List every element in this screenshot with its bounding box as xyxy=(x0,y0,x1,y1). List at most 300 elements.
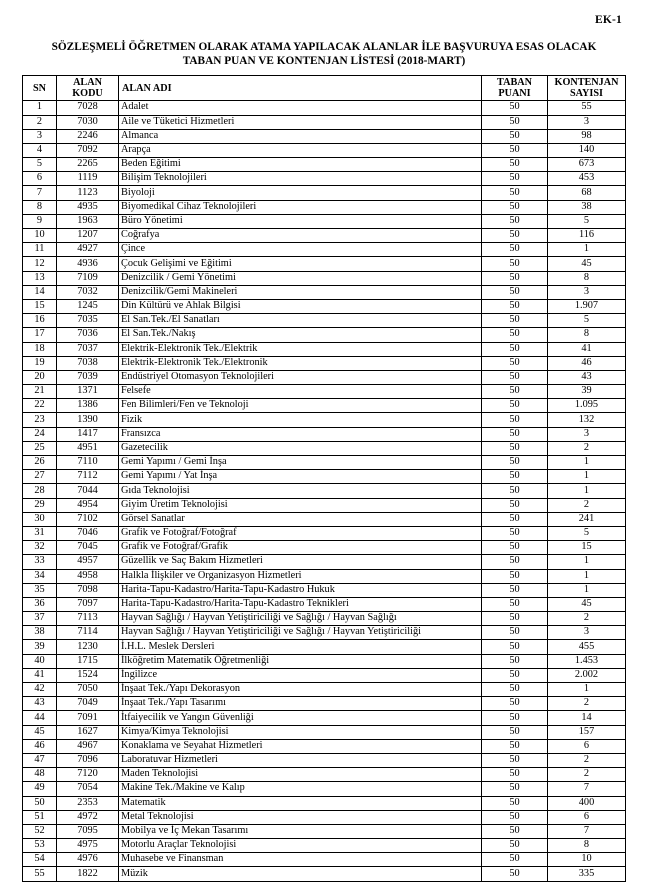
cell-sn: 26 xyxy=(23,456,57,470)
cell-taban-puani: 50 xyxy=(482,597,548,611)
cell-kontenjan: 1 xyxy=(548,583,626,597)
cell-alan-kodu: 4958 xyxy=(57,569,119,583)
cell-alan-kodu: 7039 xyxy=(57,370,119,384)
table-row xyxy=(23,498,626,512)
cell-kontenjan: 46 xyxy=(548,356,626,370)
cell-sn: 1 xyxy=(23,101,57,115)
cell-kontenjan: 673 xyxy=(548,158,626,172)
cell-kontenjan: 2 xyxy=(548,441,626,455)
cell-taban-puani: 50 xyxy=(482,399,548,413)
cell-alan-kodu: 1371 xyxy=(57,385,119,399)
cell-alan-adi: Biyomedikal Cihaz Teknolojileri xyxy=(119,200,482,214)
cell-sn: 34 xyxy=(23,569,57,583)
cell-alan-kodu: 1417 xyxy=(57,427,119,441)
cell-sn: 20 xyxy=(23,370,57,384)
column-header-kontenjan-line1: KONTENJAN xyxy=(554,76,619,88)
table-row xyxy=(23,257,626,271)
cell-alan-adi: Çince xyxy=(119,243,482,257)
cell-sn: 39 xyxy=(23,640,57,654)
table-row xyxy=(23,356,626,370)
table-row xyxy=(23,810,626,824)
cell-alan-kodu: 7038 xyxy=(57,356,119,370)
cell-alan-kodu: 4975 xyxy=(57,839,119,853)
cell-alan-adi: İnşaat Tek./Yapı Tasarımı xyxy=(119,697,482,711)
cell-kontenjan: 2 xyxy=(548,697,626,711)
cell-taban-puani: 50 xyxy=(482,257,548,271)
table-row xyxy=(23,583,626,597)
cell-alan-adi: Harita-Tapu-Kadastro/Harita-Tapu-Kadastro Teknikleri xyxy=(119,597,482,611)
cell-alan-adi: Biyoloji xyxy=(119,186,482,200)
cell-alan-adi: Halkla İlişkiler ve Organizasyon Hizmetleri xyxy=(119,569,482,583)
cell-alan-kodu: 4972 xyxy=(57,810,119,824)
cell-kontenjan: 3 xyxy=(548,626,626,640)
cell-sn: 31 xyxy=(23,526,57,540)
cell-taban-puani: 50 xyxy=(482,753,548,767)
column-header-taban-puani xyxy=(482,75,548,100)
cell-sn: 44 xyxy=(23,711,57,725)
cell-sn: 29 xyxy=(23,498,57,512)
cell-kontenjan: 3 xyxy=(548,427,626,441)
table-row xyxy=(23,243,626,257)
cell-taban-puani: 50 xyxy=(482,427,548,441)
table-row xyxy=(23,541,626,555)
cell-alan-adi: Giyim Üretim Teknolojisi xyxy=(119,498,482,512)
table-row xyxy=(23,739,626,753)
cell-alan-adi: Aile ve Tüketici Hizmetleri xyxy=(119,115,482,129)
cell-alan-adi: Arapça xyxy=(119,143,482,157)
cell-sn: 50 xyxy=(23,796,57,810)
cell-alan-kodu: 7092 xyxy=(57,143,119,157)
cell-alan-kodu: 1245 xyxy=(57,299,119,313)
table-row xyxy=(23,314,626,328)
cell-taban-puani: 50 xyxy=(482,456,548,470)
cell-sn: 47 xyxy=(23,753,57,767)
cell-alan-kodu: 7037 xyxy=(57,342,119,356)
cell-sn: 52 xyxy=(23,824,57,838)
cell-sn: 45 xyxy=(23,725,57,739)
table-row xyxy=(23,385,626,399)
cell-alan-kodu: 1963 xyxy=(57,214,119,228)
cell-alan-kodu: 1119 xyxy=(57,172,119,186)
cell-taban-puani: 50 xyxy=(482,356,548,370)
cell-alan-kodu: 7113 xyxy=(57,612,119,626)
cell-taban-puani: 50 xyxy=(482,725,548,739)
cell-taban-puani: 50 xyxy=(482,555,548,569)
cell-sn: 30 xyxy=(23,512,57,526)
cell-taban-puani: 50 xyxy=(482,200,548,214)
cell-sn: 37 xyxy=(23,612,57,626)
cell-sn: 28 xyxy=(23,484,57,498)
cell-alan-kodu: 7110 xyxy=(57,456,119,470)
cell-alan-adi: Beden Eğitimi xyxy=(119,158,482,172)
cell-alan-adi: Fizik xyxy=(119,413,482,427)
table-row xyxy=(23,711,626,725)
cell-taban-puani: 50 xyxy=(482,314,548,328)
cell-alan-kodu: 7032 xyxy=(57,285,119,299)
table-row xyxy=(23,115,626,129)
cell-kontenjan: 1 xyxy=(548,470,626,484)
table-row xyxy=(23,768,626,782)
column-header-alan-kodu xyxy=(57,75,119,100)
cell-taban-puani: 50 xyxy=(482,299,548,313)
cell-alan-kodu: 7036 xyxy=(57,328,119,342)
cell-alan-adi: Harita-Tapu-Kadastro/Harita-Tapu-Kadastro Hukuk xyxy=(119,583,482,597)
cell-sn: 25 xyxy=(23,441,57,455)
cell-alan-adi: Görsel Sanatlar xyxy=(119,512,482,526)
table-row xyxy=(23,853,626,867)
cell-kontenjan: 2.002 xyxy=(548,668,626,682)
cell-taban-puani: 50 xyxy=(482,839,548,853)
cell-taban-puani: 50 xyxy=(482,101,548,115)
cell-kontenjan: 68 xyxy=(548,186,626,200)
cell-kontenjan: 1.095 xyxy=(548,399,626,413)
table-row xyxy=(23,683,626,697)
cell-taban-puani: 50 xyxy=(482,867,548,881)
cell-kontenjan: 400 xyxy=(548,796,626,810)
cell-alan-adi: Laboratuvar Hizmetleri xyxy=(119,753,482,767)
cell-sn: 35 xyxy=(23,583,57,597)
cell-sn: 41 xyxy=(23,668,57,682)
table-header-row xyxy=(23,75,626,100)
cell-sn: 48 xyxy=(23,768,57,782)
cell-alan-kodu: 7044 xyxy=(57,484,119,498)
cell-kontenjan: 1.453 xyxy=(548,654,626,668)
cell-taban-puani: 50 xyxy=(482,853,548,867)
cell-sn: 6 xyxy=(23,172,57,186)
cell-kontenjan: 7 xyxy=(548,824,626,838)
cell-alan-adi: Grafik ve Fotoğraf/Fotoğraf xyxy=(119,526,482,540)
cell-kontenjan: 3 xyxy=(548,285,626,299)
cell-kontenjan: 241 xyxy=(548,512,626,526)
table-row xyxy=(23,285,626,299)
cell-taban-puani: 50 xyxy=(482,129,548,143)
cell-alan-kodu: 7049 xyxy=(57,697,119,711)
cell-sn: 12 xyxy=(23,257,57,271)
table-row xyxy=(23,427,626,441)
cell-kontenjan: 8 xyxy=(548,839,626,853)
cell-taban-puani: 50 xyxy=(482,342,548,356)
cell-sn: 11 xyxy=(23,243,57,257)
cell-alan-adi: Hayvan Sağlığı / Hayvan Yetiştiriciliği ve Sağlığı / Hayvan Sağlığı xyxy=(119,612,482,626)
cell-alan-kodu: 4935 xyxy=(57,200,119,214)
table-row xyxy=(23,299,626,313)
cell-kontenjan: 1 xyxy=(548,683,626,697)
cell-sn: 33 xyxy=(23,555,57,569)
cell-taban-puani: 50 xyxy=(482,328,548,342)
cell-taban-puani: 50 xyxy=(482,271,548,285)
cell-taban-puani: 50 xyxy=(482,413,548,427)
cell-alan-kodu: 7095 xyxy=(57,824,119,838)
table-row xyxy=(23,725,626,739)
cell-alan-adi: Mobilya ve İç Mekan Tasarımı xyxy=(119,824,482,838)
cell-taban-puani: 50 xyxy=(482,441,548,455)
cell-alan-kodu: 7096 xyxy=(57,753,119,767)
table-row xyxy=(23,413,626,427)
cell-alan-kodu: 7114 xyxy=(57,626,119,640)
cell-kontenjan: 3 xyxy=(548,115,626,129)
cell-alan-adi: Gıda Teknolojisi xyxy=(119,484,482,498)
cell-kontenjan: 453 xyxy=(548,172,626,186)
cell-kontenjan: 41 xyxy=(548,342,626,356)
cell-kontenjan: 98 xyxy=(548,129,626,143)
cell-sn: 55 xyxy=(23,867,57,881)
table-row xyxy=(23,399,626,413)
cell-alan-adi: Fransızca xyxy=(119,427,482,441)
cell-alan-adi: İtfaiyecilik ve Yangın Güvenliği xyxy=(119,711,482,725)
cell-taban-puani: 50 xyxy=(482,697,548,711)
table-row xyxy=(23,654,626,668)
table-row xyxy=(23,370,626,384)
cell-alan-kodu: 7030 xyxy=(57,115,119,129)
cell-alan-kodu: 7045 xyxy=(57,541,119,555)
cell-alan-kodu: 1822 xyxy=(57,867,119,881)
cell-alan-adi: Endüstriyel Otomasyon Teknolojileri xyxy=(119,370,482,384)
cell-taban-puani: 50 xyxy=(482,668,548,682)
cell-sn: 23 xyxy=(23,413,57,427)
cell-alan-kodu: 1386 xyxy=(57,399,119,413)
cell-taban-puani: 50 xyxy=(482,810,548,824)
column-header-kontenjan-line2: SAYISI xyxy=(569,88,604,100)
cell-sn: 19 xyxy=(23,356,57,370)
table-row xyxy=(23,839,626,853)
cell-kontenjan: 1 xyxy=(548,243,626,257)
cell-sn: 13 xyxy=(23,271,57,285)
cell-sn: 51 xyxy=(23,810,57,824)
cell-taban-puani: 50 xyxy=(482,768,548,782)
cell-alan-kodu: 4927 xyxy=(57,243,119,257)
column-header-alan-kodu-line1: ALAN xyxy=(73,76,102,88)
cell-alan-kodu: 7097 xyxy=(57,597,119,611)
cell-alan-kodu: 7112 xyxy=(57,470,119,484)
cell-sn: 10 xyxy=(23,229,57,243)
cell-alan-adi: Güzellik ve Saç Bakım Hizmetleri xyxy=(119,555,482,569)
cell-taban-puani: 50 xyxy=(482,654,548,668)
cell-alan-adi: Din Kültürü ve Ahlak Bilgisi xyxy=(119,299,482,313)
cell-alan-adi: Fen Bilimleri/Fen ve Teknoloji xyxy=(119,399,482,413)
cell-taban-puani: 50 xyxy=(482,158,548,172)
cell-kontenjan: 45 xyxy=(548,257,626,271)
cell-alan-adi: Müzik xyxy=(119,867,482,881)
cell-sn: 22 xyxy=(23,399,57,413)
cell-kontenjan: 5 xyxy=(548,214,626,228)
cell-alan-adi: İngilizce xyxy=(119,668,482,682)
column-header-sn: SN xyxy=(23,75,57,100)
cell-alan-adi: El San.Tek./El Sanatları xyxy=(119,314,482,328)
cell-kontenjan: 2 xyxy=(548,498,626,512)
cell-taban-puani: 50 xyxy=(482,243,548,257)
cell-alan-kodu: 7035 xyxy=(57,314,119,328)
cell-taban-puani: 50 xyxy=(482,796,548,810)
cell-sn: 9 xyxy=(23,214,57,228)
cell-taban-puani: 50 xyxy=(482,370,548,384)
table-row xyxy=(23,640,626,654)
cell-taban-puani: 50 xyxy=(482,526,548,540)
cell-kontenjan: 8 xyxy=(548,271,626,285)
cell-alan-kodu: 2246 xyxy=(57,129,119,143)
table-row xyxy=(23,796,626,810)
table-row xyxy=(23,512,626,526)
cell-sn: 8 xyxy=(23,200,57,214)
cell-sn: 36 xyxy=(23,597,57,611)
table-row xyxy=(23,129,626,143)
column-header-kontenjan xyxy=(548,75,626,100)
cell-kontenjan: 38 xyxy=(548,200,626,214)
cell-alan-kodu: 7102 xyxy=(57,512,119,526)
cell-taban-puani: 50 xyxy=(482,640,548,654)
cell-kontenjan: 55 xyxy=(548,101,626,115)
cell-sn: 15 xyxy=(23,299,57,313)
table-row xyxy=(23,229,626,243)
cell-sn: 49 xyxy=(23,782,57,796)
cell-alan-adi: Kimya/Kimya Teknolojisi xyxy=(119,725,482,739)
cell-taban-puani: 50 xyxy=(482,214,548,228)
cell-sn: 24 xyxy=(23,427,57,441)
cell-sn: 43 xyxy=(23,697,57,711)
cell-kontenjan: 1.907 xyxy=(548,299,626,313)
cell-alan-adi: İlköğretim Matematik Öğretmenliği xyxy=(119,654,482,668)
cell-kontenjan: 45 xyxy=(548,597,626,611)
cell-taban-puani: 50 xyxy=(482,285,548,299)
cell-alan-adi: El San.Tek./Nakış xyxy=(119,328,482,342)
cell-alan-adi: Elektrik-Elektronik Tek./Elektrik xyxy=(119,342,482,356)
table-row xyxy=(23,668,626,682)
cell-kontenjan: 455 xyxy=(548,640,626,654)
cell-alan-kodu: 7091 xyxy=(57,711,119,725)
table-row xyxy=(23,172,626,186)
document-title: SÖZLEŞMELİ ÖĞRETMEN OLARAK ATAMA YAPILACAK ALANLAR İLE BAŞVURUYA ESAS OLACAK TABAN PUAN VE KONTENJAN LİSTESİ (2018-MART) xyxy=(51,41,597,68)
table-row xyxy=(23,101,626,115)
cell-alan-kodu: 1627 xyxy=(57,725,119,739)
cell-alan-kodu: 7120 xyxy=(57,768,119,782)
cell-alan-adi: Coğrafya xyxy=(119,229,482,243)
cell-taban-puani: 50 xyxy=(482,626,548,640)
cell-kontenjan: 10 xyxy=(548,853,626,867)
table-row xyxy=(23,824,626,838)
cell-kontenjan: 6 xyxy=(548,810,626,824)
table-row xyxy=(23,456,626,470)
cell-alan-kodu: 4954 xyxy=(57,498,119,512)
table-row xyxy=(23,214,626,228)
cell-kontenjan: 1 xyxy=(548,569,626,583)
cell-taban-puani: 50 xyxy=(482,569,548,583)
table-row xyxy=(23,441,626,455)
table-row xyxy=(23,186,626,200)
cell-alan-adi: Çocuk Gelişimi ve Eğitimi xyxy=(119,257,482,271)
cell-alan-kodu: 2265 xyxy=(57,158,119,172)
cell-alan-adi: Grafik ve Fotoğraf/Grafik xyxy=(119,541,482,555)
table-row xyxy=(23,697,626,711)
cell-alan-kodu: 7054 xyxy=(57,782,119,796)
cell-alan-kodu: 4957 xyxy=(57,555,119,569)
cell-alan-kodu: 4976 xyxy=(57,853,119,867)
cell-alan-kodu: 7109 xyxy=(57,271,119,285)
table-row xyxy=(23,867,626,881)
table-row xyxy=(23,612,626,626)
table-row xyxy=(23,271,626,285)
cell-sn: 18 xyxy=(23,342,57,356)
cell-alan-kodu: 7098 xyxy=(57,583,119,597)
cell-taban-puani: 50 xyxy=(482,186,548,200)
cell-alan-adi: Metal Teknolojisi xyxy=(119,810,482,824)
cell-taban-puani: 50 xyxy=(482,583,548,597)
cell-taban-puani: 50 xyxy=(482,711,548,725)
cell-taban-puani: 50 xyxy=(482,229,548,243)
cell-sn: 3 xyxy=(23,129,57,143)
cell-alan-kodu: 2353 xyxy=(57,796,119,810)
cell-kontenjan: 14 xyxy=(548,711,626,725)
alan-listesi-table xyxy=(22,75,626,882)
cell-kontenjan: 1 xyxy=(548,484,626,498)
table-row xyxy=(23,158,626,172)
table-row xyxy=(23,484,626,498)
cell-kontenjan: 116 xyxy=(548,229,626,243)
cell-taban-puani: 50 xyxy=(482,612,548,626)
table-header xyxy=(23,75,626,100)
table-row xyxy=(23,470,626,484)
cell-alan-kodu: 1524 xyxy=(57,668,119,682)
cell-kontenjan: 140 xyxy=(548,143,626,157)
cell-kontenjan: 15 xyxy=(548,541,626,555)
cell-alan-adi: Almanca xyxy=(119,129,482,143)
table-row xyxy=(23,569,626,583)
cell-sn: 42 xyxy=(23,683,57,697)
cell-alan-adi: Denizcilik/Gemi Makineleri xyxy=(119,285,482,299)
table-row xyxy=(23,597,626,611)
cell-alan-kodu: 4951 xyxy=(57,441,119,455)
cell-alan-adi: Bilişim Teknolojileri xyxy=(119,172,482,186)
cell-alan-adi: Maden Teknolojisi xyxy=(119,768,482,782)
cell-alan-kodu: 1123 xyxy=(57,186,119,200)
cell-kontenjan: 6 xyxy=(548,739,626,753)
cell-kontenjan: 2 xyxy=(548,753,626,767)
cell-alan-adi: Gazetecilik xyxy=(119,441,482,455)
cell-kontenjan: 8 xyxy=(548,328,626,342)
cell-alan-kodu: 1390 xyxy=(57,413,119,427)
cell-alan-adi: Motorlu Araçlar Teknolojisi xyxy=(119,839,482,853)
table-row xyxy=(23,626,626,640)
cell-sn: 27 xyxy=(23,470,57,484)
cell-alan-adi: Elektrik-Elektronik Tek./Elektronik xyxy=(119,356,482,370)
table-body xyxy=(23,101,626,881)
cell-taban-puani: 50 xyxy=(482,824,548,838)
table-row xyxy=(23,342,626,356)
cell-kontenjan: 39 xyxy=(548,385,626,399)
cell-alan-kodu: 7028 xyxy=(57,101,119,115)
cell-taban-puani: 50 xyxy=(482,385,548,399)
column-header-taban-puani-line1: TABAN xyxy=(497,76,532,88)
cell-kontenjan: 335 xyxy=(548,867,626,881)
cell-sn: 7 xyxy=(23,186,57,200)
table-row xyxy=(23,782,626,796)
table-row xyxy=(23,200,626,214)
cell-alan-kodu: 1207 xyxy=(57,229,119,243)
cell-kontenjan: 5 xyxy=(548,314,626,328)
table-row xyxy=(23,328,626,342)
table-row xyxy=(23,143,626,157)
cell-taban-puani: 50 xyxy=(482,172,548,186)
table-row xyxy=(23,555,626,569)
cell-sn: 17 xyxy=(23,328,57,342)
cell-taban-puani: 50 xyxy=(482,739,548,753)
cell-sn: 16 xyxy=(23,314,57,328)
cell-sn: 14 xyxy=(23,285,57,299)
cell-taban-puani: 50 xyxy=(482,683,548,697)
cell-alan-adi: Gemi Yapımı / Yat İnşa xyxy=(119,470,482,484)
cell-alan-adi: Matematik xyxy=(119,796,482,810)
document-code: EK-1 xyxy=(595,14,622,26)
cell-sn: 32 xyxy=(23,541,57,555)
cell-alan-adi: Büro Yönetimi xyxy=(119,214,482,228)
